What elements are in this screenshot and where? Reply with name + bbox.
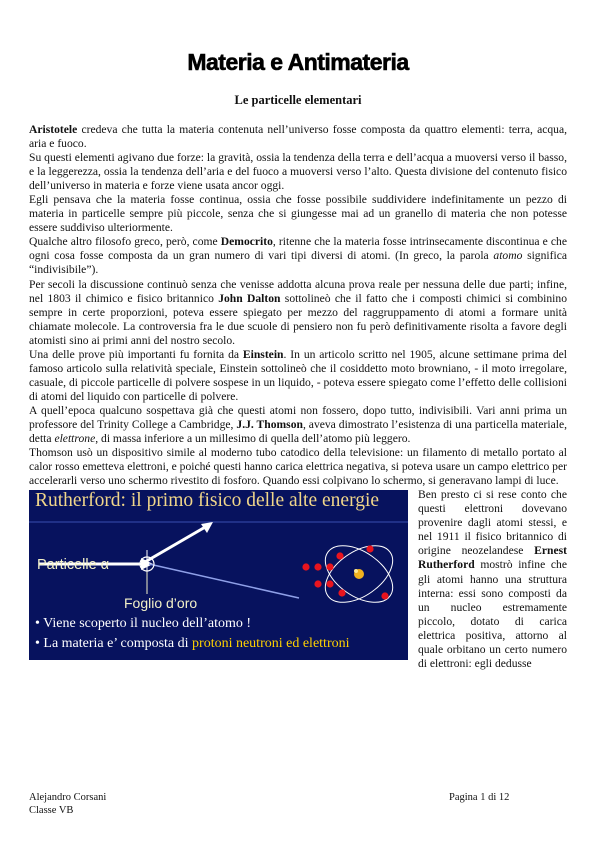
body-text	[29, 123, 567, 671]
paragraph: Thomson usò un dispositivo simile al moderno tubo catodico della televisione: un filamento di metallo portato al calor rosso emetteva elettroni, e poiché questi hanno carica elettrica negativa, si poteva usare un campo elettrico per accelerarli verso uno schermo rivestito di fosforo. Quando essi colpivano lo schermo, si generavano lampi di luce.	[29, 446, 567, 488]
alpha-particle-icon	[302, 564, 309, 571]
author-name: Alejandro Corsani	[29, 792, 107, 803]
foil-label: Foglio d’oro	[124, 595, 198, 612]
page-title: Materia e Antimateria	[187, 49, 409, 75]
text: credeva che tutta la materia contenuta nell’universo fosse composta da quattro elementi: terra, acqua, aria e fuoco.	[29, 123, 567, 151]
rutherford-diagram	[29, 490, 408, 660]
electron-icon	[366, 546, 373, 553]
text: , di massa inferiore a un millesimo di quella dell’atomo più leggero.	[95, 432, 411, 446]
deflected-ray-faint	[149, 564, 299, 598]
rutherford-figure	[29, 490, 408, 660]
bold-term: John Dalton	[218, 291, 281, 305]
text: Una delle prove più importanti fu fornita da	[29, 347, 243, 361]
text: Ben presto ci si rese conto che questi elettroni dovevano provenire dagli atomi stessi, e nel 1911 il fisico britannico di origine neozelandese	[418, 488, 567, 558]
bold-term: Aristotele	[29, 123, 78, 136]
bold-term: Democrito	[220, 235, 273, 249]
alpha-particle-icon	[314, 581, 321, 588]
text: Per secoli la discussione continuò senza che venisse addotta alcuna prova reale per nessuna delle due parti; infine, nel 1803 il chimico e fisico britannico	[29, 277, 567, 305]
text: , ritenne che la materia fosse intrinsecamente discontinua e che ogni cosa fosse composta da un gran numero di vari tipi diversi di atomi. (In greco, la parola	[29, 235, 567, 263]
figure-bullet	[35, 637, 350, 651]
author-class: Classe VB	[29, 804, 74, 816]
particles-label: Particelle α	[37, 557, 110, 574]
electron-icon	[381, 593, 388, 600]
paragraph	[29, 235, 567, 277]
figure-bullet-text: • La materia e’ composta di	[35, 636, 193, 652]
page-subtitle: Le particelle elementari	[234, 93, 362, 107]
text: sottolineò che il fatto che i composti chimici si combinino sempre in certe proporzioni, poteva essere spiegato per mezzo del raggruppamento di atomi a formare unità chiamate molecole. La controversia fra le due scuole di pensiero non fu però definitivamente risolta a favore degli atomisti sino ai primi anni del nostro secolo.	[29, 291, 567, 347]
alpha-particle-icon	[326, 564, 333, 571]
alpha-particle-icon	[326, 581, 333, 588]
page-number: Pagina 1 di 12	[449, 792, 510, 803]
alpha-particle-icon	[314, 564, 321, 571]
figure-bullet: • Viene scoperto il nucleo dell’atomo !	[35, 616, 252, 632]
bold-term: J.J. Thomson	[236, 417, 303, 431]
text: mostrò infine che gli atomi hanno una struttura interna: essi sono composti da un nucleo estremamente piccolo, dotato di carica elettrica positiva, attorno al quale orbitano un certo numero di elettroni: egli dedusse	[418, 558, 567, 670]
bold-term: Einstein	[242, 347, 284, 361]
italic-term: elettrone	[54, 432, 96, 446]
paragraph	[29, 278, 567, 348]
italic-term: atomo	[493, 249, 523, 263]
text: . In un articolo scritto nel 1905, alcune settimane prima del famoso articolo sulla relatività speciale, Einstein sottolineò che il cosiddetto moto browniano, - il moto irregolare, casuale, di piccole particelle di polvere sospese in un liquido, - poteva essere spiegato come l’effetto delle collisioni di atomi del liquido con particelle di polvere.	[29, 347, 567, 403]
figure-bullet-highlight: protoni neutroni ed elettroni	[192, 636, 350, 652]
paragraph	[29, 348, 567, 404]
nucleus-highlight	[354, 569, 358, 573]
text: A quell’epoca qualcuno sospettava già che questi atomi non fossero, dopo tutto, indivisibili. Vari anni prima un professore del Trinity College a Cambridge,	[29, 403, 567, 431]
deflected-ray	[145, 526, 207, 562]
footer-author	[29, 792, 106, 817]
electron-icon	[338, 590, 345, 597]
electron-icon	[336, 553, 343, 560]
figure-title: Rutherford: il primo fisico delle alte energie	[35, 490, 380, 512]
text: significa “indivisibile”).	[29, 249, 567, 277]
text: , aveva dimostrato l’esistenza di una particella materiale, detta	[29, 417, 567, 446]
paragraph	[29, 404, 567, 446]
bold-term: Ernest Rutherford	[418, 544, 567, 572]
paragraph: Egli pensava che la materia fosse continua, ossia che fosse possibile suddividere indefinitamente un pezzo di materia in particelle sempre più piccole, senza che si giungesse mai ad un granello di materia che non potesse essere suddiviso ulteriormente.	[29, 193, 567, 235]
paragraph	[29, 123, 567, 151]
text: Qualche altro filosofo greco, però, come	[29, 235, 221, 249]
paragraph: Su questi elementi agivano due forze: la gravità, ossia la tendenza della terra e dell’acqua a muoversi verso il basso, e la leggerezza, ossia la tendenza dell’aria e del fuoco a muoversi verso l’alto. Questa divisione del contenuto fisico dell’universo in materia e forze viene usata ancor oggi.	[29, 151, 567, 193]
